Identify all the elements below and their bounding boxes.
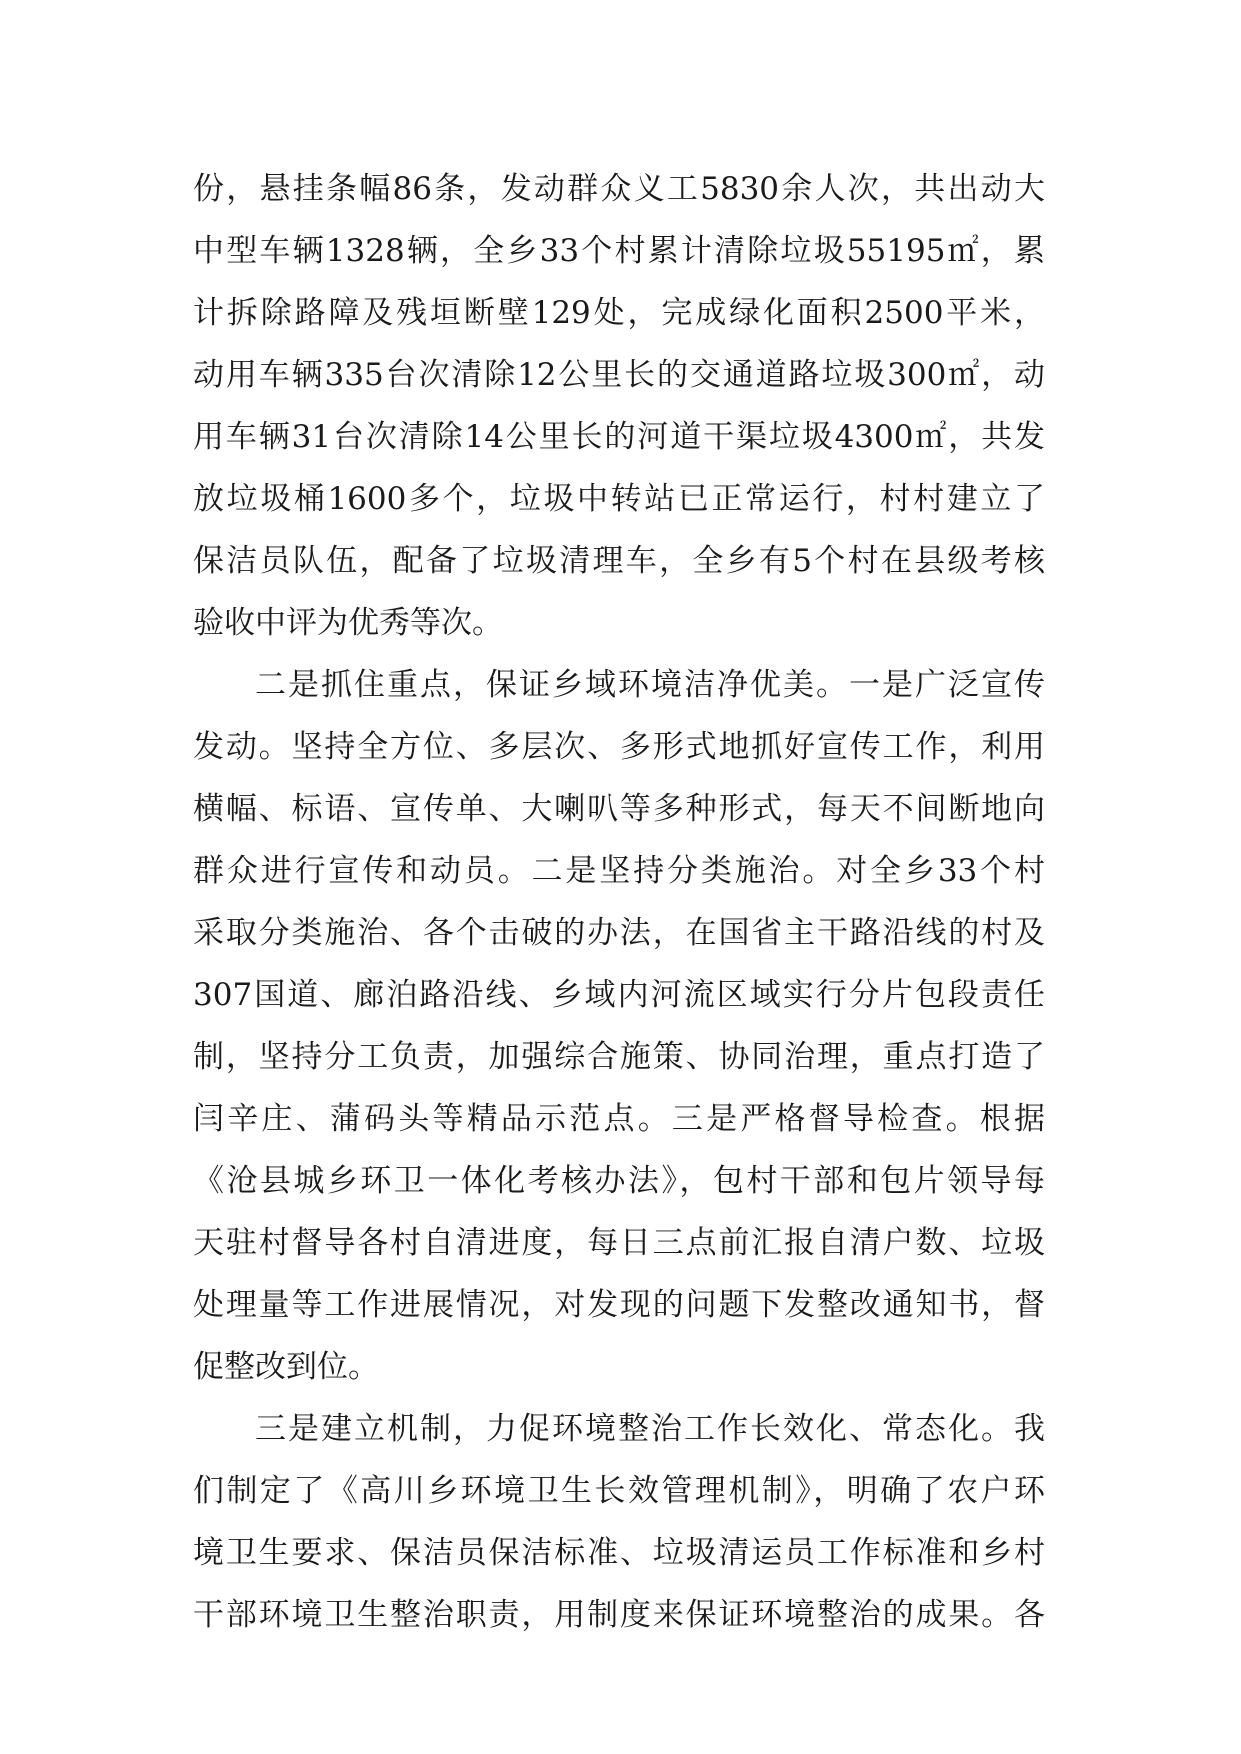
text-line: 们制定了《高川乡环境卫生长效管理机制》，明确了农户环 bbox=[193, 1473, 1045, 1509]
text-line: 放垃圾桶1600多个，垃圾中转站已正常运行，村村建立了 bbox=[193, 481, 1045, 517]
document-body bbox=[193, 158, 1045, 1646]
text-line: 动用车辆335台次清除12公里长的交通道路垃圾300㎡，动 bbox=[193, 357, 1045, 393]
text-line: 制，坚持分工负责，加强综合施策、协同治理，重点打造了 bbox=[193, 1039, 1045, 1075]
text-line: 促整改到位。 bbox=[193, 1349, 379, 1385]
text-line: 天驻村督导各村自清进度，每日三点前汇报自清户数、垃圾 bbox=[193, 1225, 1045, 1261]
text-line: 验收中评为优秀等次。 bbox=[193, 605, 503, 641]
text-line: 《沧县城乡环卫一体化考核办法》，包村干部和包片领导每 bbox=[193, 1163, 1045, 1199]
paragraph-1 bbox=[193, 158, 1045, 654]
text-line: 二是抓住重点，保证乡域环境洁净优美。一是广泛宣传 bbox=[255, 667, 1045, 703]
text-line: 处理量等工作进展情况，对发现的问题下发整改通知书，督 bbox=[193, 1287, 1045, 1323]
text-line: 用车辆31台次清除14公里长的河道干渠垃圾4300㎡，共发 bbox=[193, 419, 1045, 455]
text-line: 保洁员队伍，配备了垃圾清理车，全乡有5个村在县级考核 bbox=[193, 543, 1045, 579]
text-line: 中型车辆1328辆，全乡33个村累计清除垃圾55195㎡，累 bbox=[193, 233, 1045, 269]
text-line: 采取分类施治、各个击破的办法，在国省主干路沿线的村及 bbox=[193, 915, 1045, 951]
text-line: 307国道、廊泊路沿线、乡域内河流区域实行分片包段责任 bbox=[193, 977, 1045, 1013]
text-line: 闫辛庄、蒲码头等精品示范点。三是严格督导检查。根据 bbox=[193, 1101, 1045, 1137]
text-line: 计拆除路障及残垣断壁129处，完成绿化面积2500平米， bbox=[193, 295, 1045, 331]
paragraph-3 bbox=[193, 1398, 1045, 1646]
text-line: 横幅、标语、宣传单、大喇叭等多种形式，每天不间断地向 bbox=[193, 791, 1045, 827]
text-line: 份，悬挂条幅86条，发动群众义工5830余人次，共出动大 bbox=[193, 171, 1045, 207]
text-line: 干部环境卫生整治职责，用制度来保证环境整治的成果。各 bbox=[193, 1597, 1045, 1633]
text-line: 三是建立机制，力促环境整治工作长效化、常态化。我 bbox=[255, 1411, 1045, 1447]
text-line: 发动。坚持全方位、多层次、多形式地抓好宣传工作，利用 bbox=[193, 729, 1045, 765]
text-line: 境卫生要求、保洁员保洁标准、垃圾清运员工作标准和乡村 bbox=[193, 1535, 1045, 1571]
text-line: 群众进行宣传和动员。二是坚持分类施治。对全乡33个村 bbox=[193, 853, 1045, 889]
paragraph-2 bbox=[193, 654, 1045, 1398]
